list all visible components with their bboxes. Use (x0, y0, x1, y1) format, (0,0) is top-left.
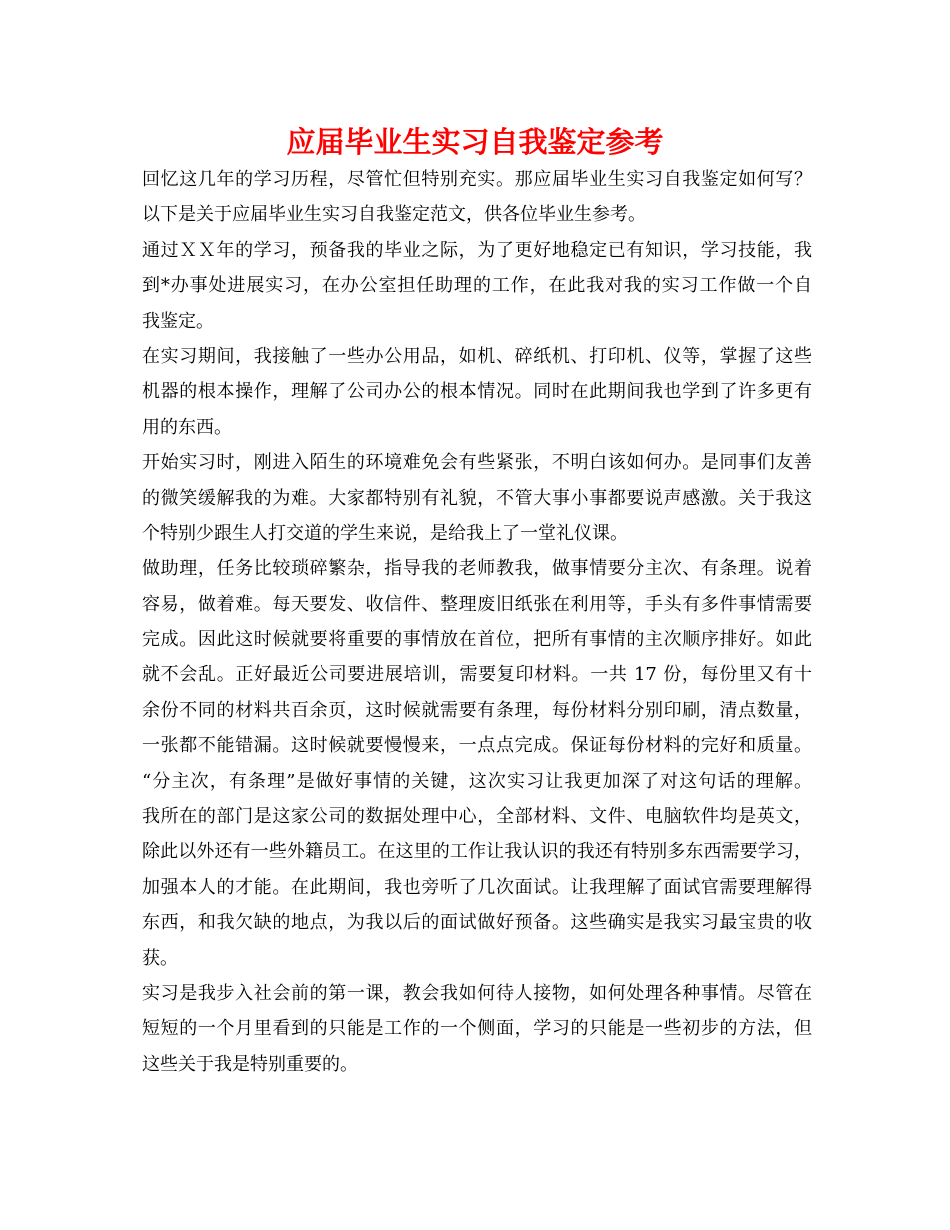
body-line: 开始实习时，刚进入陌生的环境难免会有些紧张，不明白该如何办。是同事们友善 (142, 452, 812, 474)
body-line: 机器的根本操作，理解了公司办公的根本情况。同时在此期间我也学到了许多更有 (142, 381, 812, 403)
body-line: 获。 (142, 947, 178, 969)
body-line: 做助理，任务比较琐碎繁杂，指导我的老师教我，做事情要分主次、有条理。说着 (142, 558, 812, 580)
body-line: 在实习期间，我接触了一些办公用品，如机、碎纸机、打印机、仪等，掌握了这些 (142, 345, 812, 367)
body-line: 除此以外还有一些外籍员工。在这里的工作让我认识的我还有特别多东西需要学习， (142, 841, 812, 863)
body-line: 以下是关于应届毕业生实习自我鉴定范文，供各位毕业生参考。 (142, 204, 646, 226)
body-line: 就不会乱。正好最近公司要进展培训，需要复印材料。一共 17 份，每份里又有十 (142, 664, 812, 686)
document-title: 应届毕业生实习自我鉴定参考 (286, 125, 664, 159)
body-line: 个特别少跟生人打交道的学生来说，是给我上了一堂礼仪课。 (142, 522, 628, 544)
body-line: 我所在的部门是这家公司的数据处理中心，全部材料、文件、电脑软件均是英文， (142, 806, 812, 828)
body-line: 通过ＸＸ年的学习，预备我的毕业之际，为了更好地稳定已有知识，学习技能，我 (142, 239, 812, 261)
body-line: 这些关于我是特别重要的。 (142, 1053, 358, 1075)
body-line: 加强本人的才能。在此期间，我也旁听了几次面试。让我理解了面试官需要理解得 (142, 876, 812, 898)
body-line: 容易，做着难。每天要发、收信件、整理废旧纸张在利用等，手头有多件事情需要 (142, 593, 812, 615)
body-line: 用的东西。 (142, 416, 232, 438)
body-line: 到*办事处进展实习，在办公室担任助理的工作，在此我对我的实习工作做一个自 (142, 275, 812, 297)
body-line: 余份不同的材料共百余页，这时候就需要有条理，每份材料分别印刷，清点数量， (142, 699, 812, 721)
body-line: 一张都不能错漏。这时候就要慢慢来，一点点完成。保证每份材料的完好和质量。 (142, 735, 812, 757)
body-line: “分主次，有条理”是做好事情的关键，这次实习让我更加深了对这句话的理解。 (142, 770, 812, 792)
document-body (142, 162, 812, 1082)
body-line: 回忆这几年的学习历程，尽管忙但特别充实。那应届毕业生实习自我鉴定如何写？ (142, 169, 812, 190)
body-line: 实习是我步入社会前的第一课，教会我如何待人接物，如何处理各种事情。尽管在 (142, 982, 812, 1004)
body-line: 东西，和我欠缺的地点，为我以后的面试做好预备。这些确实是我实习最宝贵的收 (142, 912, 812, 934)
body-line: 的微笑缓解我的为难。大家都特别有礼貌，不管大事小事都要说声感激。关于我这 (142, 487, 812, 509)
body-line: 短短的一个月里看到的只能是工作的一个侧面，学习的只能是一些初步的方法，但 (142, 1018, 812, 1040)
body-line: 我鉴定。 (142, 310, 214, 332)
body-line: 完成。因此这时候就要将重要的事情放在首位，把所有事情的主次顺序排好。如此 (142, 629, 812, 651)
